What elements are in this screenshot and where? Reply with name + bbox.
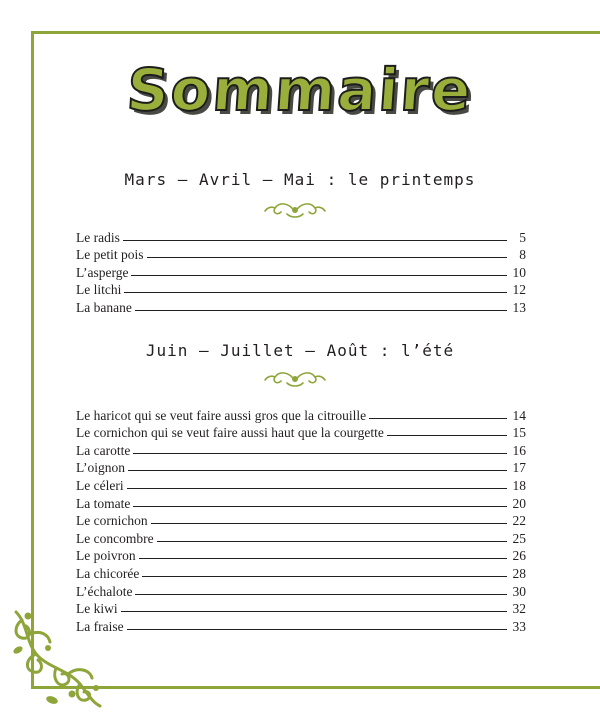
- leader-line: [135, 310, 507, 311]
- toc-entry[interactable]: Le litchi 12: [76, 282, 526, 298]
- leader-line: [121, 611, 507, 612]
- toc-entry[interactable]: Le concombre 25: [76, 530, 526, 546]
- toc-entry[interactable]: La banane 13: [76, 299, 526, 315]
- toc-entry[interactable]: La tomate 20: [76, 495, 526, 511]
- toc-entry[interactable]: Le cornichon qui se veut faire aussi haut que la courgette 15: [76, 425, 526, 441]
- toc-entry[interactable]: L’échalote 30: [76, 583, 526, 599]
- flourish-ornament-icon: [263, 367, 327, 389]
- leader-line: [151, 523, 507, 524]
- toc-entry[interactable]: L’oignon 17: [76, 460, 526, 476]
- section-heading-summer: Juin – Juillet – Août : l’été: [145, 341, 455, 360]
- section-heading-spring: Mars – Avril – Mai : le printemps: [124, 170, 476, 189]
- toc-entry[interactable]: Le radis 5: [76, 229, 526, 245]
- leader-line: [157, 541, 507, 542]
- toc-entry[interactable]: La carotte 16: [76, 442, 526, 458]
- leader-line: [124, 292, 507, 293]
- toc-entry[interactable]: Le haricot qui se veut faire aussi gros que la citrouille 14: [76, 407, 526, 423]
- leader-line: [142, 576, 507, 577]
- toc-entry[interactable]: La chicorée 28: [76, 565, 526, 581]
- corner-vine-decoration-icon: [8, 604, 108, 708]
- leader-line: [133, 453, 507, 454]
- leader-line: [147, 257, 508, 258]
- leader-line: [387, 435, 507, 436]
- leader-line: [128, 470, 507, 471]
- toc-entry[interactable]: Le cornichon 22: [76, 513, 526, 529]
- toc-entry[interactable]: Le céleri 18: [76, 477, 526, 493]
- leader-line: [139, 558, 507, 559]
- leader-line: [127, 488, 507, 489]
- toc-entry[interactable]: Le kiwi 32: [76, 601, 526, 617]
- title-container: [0, 56, 600, 124]
- toc-entry[interactable]: Le poivron 26: [76, 548, 526, 564]
- toc-entry[interactable]: L’asperge 10: [76, 264, 526, 280]
- toc-list-spring: [76, 228, 526, 316]
- leader-line: [369, 418, 507, 419]
- leader-line: [123, 240, 507, 241]
- toc-entry[interactable]: La fraise 33: [76, 618, 526, 634]
- toc-entry[interactable]: Le petit pois 8: [76, 247, 526, 263]
- flourish-ornament-icon: [263, 198, 327, 220]
- leader-line: [135, 594, 507, 595]
- leader-line: [133, 506, 507, 507]
- page-title: Sommaire: [124, 56, 476, 124]
- leader-line: [127, 629, 507, 630]
- toc-list-summer: [76, 406, 526, 635]
- leader-line: [131, 275, 507, 276]
